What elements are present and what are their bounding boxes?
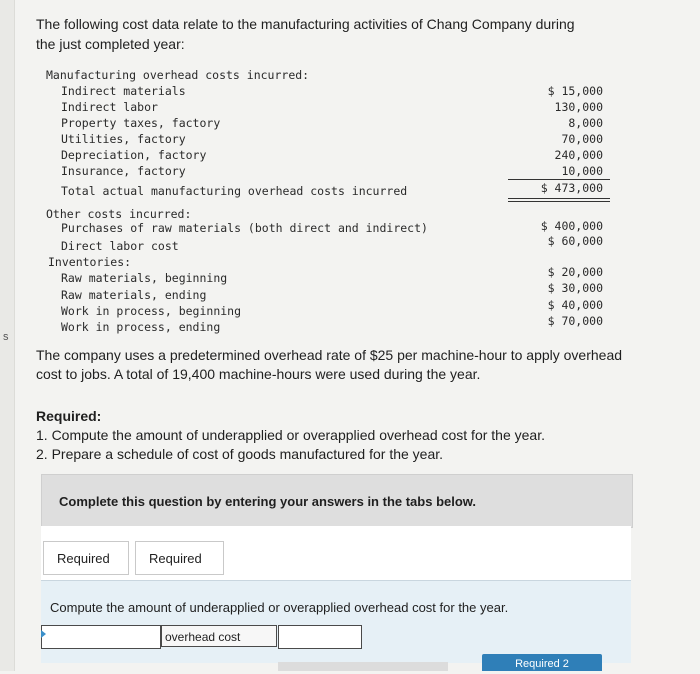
- required-title: Required:: [36, 408, 102, 424]
- overhead-item-label: Insurance, factory: [61, 164, 186, 178]
- inventory-item-label: Raw materials, beginning: [61, 271, 228, 285]
- required-item: 2. Prepare a schedule of cost of goods manufactured for the year.: [36, 446, 444, 462]
- overhead-item-label: Indirect labor: [61, 100, 158, 114]
- margin-label: s: [3, 331, 9, 343]
- overhead-item-value: 8,000: [568, 116, 603, 130]
- overhead-heading: Manufacturing overhead costs incurred:: [46, 68, 310, 82]
- next-tab-button[interactable]: Required 2: [482, 654, 602, 671]
- inventory-item-value: $ 40,000: [547, 298, 603, 312]
- overhead-total-value: $ 473,000: [540, 181, 603, 195]
- overhead-item-value: 70,000: [561, 132, 603, 146]
- intro-text: The following cost data relate to the manufacturing activities of Chang Company during the just completed year:: [36, 16, 575, 52]
- answer-row: [41, 625, 361, 649]
- instructions-panel: [41, 474, 633, 528]
- overhead-cost-label: overhead cost: [161, 625, 277, 647]
- other-item-value: $ 60,000: [547, 234, 603, 248]
- other-item-label: Purchases of raw materials (both direct and indirect): [61, 221, 428, 235]
- tab-required-1[interactable]: Required: [43, 541, 129, 575]
- overhead-item-label: Depreciation, factory: [61, 148, 207, 162]
- inventories-heading: Inventories:: [48, 255, 132, 269]
- overhead-item-label: Indirect materials: [61, 84, 186, 98]
- inventory-item-label: Work in process, ending: [61, 320, 221, 334]
- inventory-item-label: Raw materials, ending: [61, 288, 207, 302]
- tab-bar: [41, 526, 631, 580]
- tab-content: [41, 580, 631, 663]
- overhead-item-value: 130,000: [554, 100, 603, 114]
- instructions-text: Complete this question by entering your answers in the tabs below.: [59, 494, 477, 509]
- content-prompt: Compute the amount of underapplied or overapplied overhead cost for the year.: [50, 600, 509, 615]
- overhead-item-label: Utilities, factory: [61, 132, 186, 146]
- other-heading: Other costs incurred:: [46, 207, 192, 221]
- inventory-item-value: $ 20,000: [547, 265, 603, 279]
- other-item-label: Direct labor cost: [61, 239, 179, 253]
- required-section: [36, 407, 626, 464]
- overhead-item-value: 10,000: [561, 164, 603, 178]
- tab-required-2[interactable]: Required: [135, 541, 224, 575]
- inventory-item-value: $ 30,000: [547, 281, 603, 295]
- overhead-amount-input[interactable]: [278, 625, 362, 649]
- overhead-item-value: $ 15,000: [547, 84, 603, 98]
- overhead-item-value: 240,000: [554, 148, 603, 162]
- previous-button[interactable]: [278, 662, 448, 671]
- other-item-value: $ 400,000: [540, 219, 603, 233]
- overhead-item-label: Property taxes, factory: [61, 116, 221, 130]
- rate-text: The company uses a predetermined overhead rate of $25 per machine-hour to apply overhead cost to jobs. A total of 19,400 machine-hours were used during the year.: [36, 347, 623, 382]
- required-item: 1. Compute the amount of underapplied or overapplied overhead cost for the year.: [36, 427, 545, 443]
- total-double-rule: [508, 201, 610, 202]
- inventory-item-label: Work in process, beginning: [61, 304, 242, 318]
- inventory-item-value: $ 70,000: [547, 314, 603, 328]
- total-rule: [508, 198, 610, 199]
- selection-marker-icon: [41, 630, 46, 638]
- overhead-type-select[interactable]: [41, 625, 161, 649]
- overhead-total-label: Total actual manufacturing overhead costs incurred: [61, 184, 408, 198]
